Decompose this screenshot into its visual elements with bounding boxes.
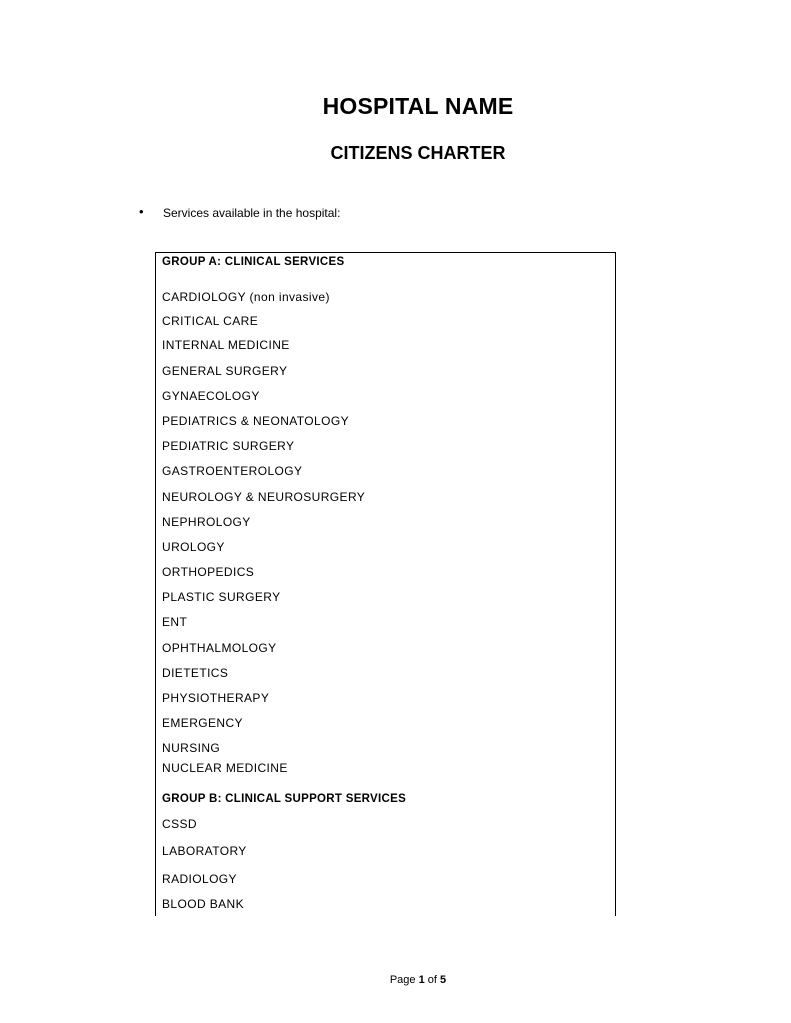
service-item: NUCLEAR MEDICINE (162, 761, 288, 775)
service-item: NURSING (162, 741, 221, 755)
document-title: HOSPITAL NAME (322, 93, 514, 119)
service-item: INTERNAL MEDICINE (162, 338, 290, 352)
service-item: DIETETICS (162, 666, 229, 680)
service-item: RADIOLOGY (162, 872, 237, 886)
page-number (0, 974, 791, 986)
service-item: UROLOGY (162, 540, 225, 554)
service-item: ORTHOPEDICS (162, 565, 255, 579)
document-subtitle: CITIZENS CHARTER (330, 143, 506, 163)
intro-text: Services available in the hospital: (163, 206, 341, 220)
service-item: NEUROLOGY & NEUROSURGERY (162, 490, 366, 504)
page-current: 1 (418, 974, 425, 986)
page-separator: of (427, 974, 437, 986)
service-item: GASTROENTEROLOGY (162, 464, 303, 478)
service-item: PHYSIOTHERAPY (162, 691, 270, 705)
page-total: 5 (440, 974, 447, 986)
service-item: CARDIOLOGY (non invasive) (162, 290, 330, 304)
service-item: GYNAECOLOGY (162, 389, 260, 403)
service-item: LABORATORY (162, 844, 247, 858)
group-b-heading: GROUP B: CLINICAL SUPPORT SERVICES (162, 793, 407, 805)
service-item: PLASTIC SURGERY (162, 590, 281, 604)
service-item: PEDIATRICS & NEONATOLOGY (162, 414, 349, 428)
bullet-icon: • (139, 204, 144, 219)
service-item: GENERAL SURGERY (162, 364, 288, 378)
service-item: EMERGENCY (162, 716, 243, 730)
group-a-heading: GROUP A: CLINICAL SERVICES (162, 256, 345, 268)
service-item: OPHTHALMOLOGY (162, 641, 277, 655)
service-item: CSSD (162, 817, 197, 831)
service-item: ENT (162, 615, 188, 629)
service-item: NEPHROLOGY (162, 515, 251, 529)
service-item: CRITICAL CARE (162, 314, 259, 328)
service-item: BLOOD BANK (162, 897, 245, 911)
service-item: PEDIATRIC SURGERY (162, 439, 295, 453)
page-label: Page (389, 974, 416, 986)
